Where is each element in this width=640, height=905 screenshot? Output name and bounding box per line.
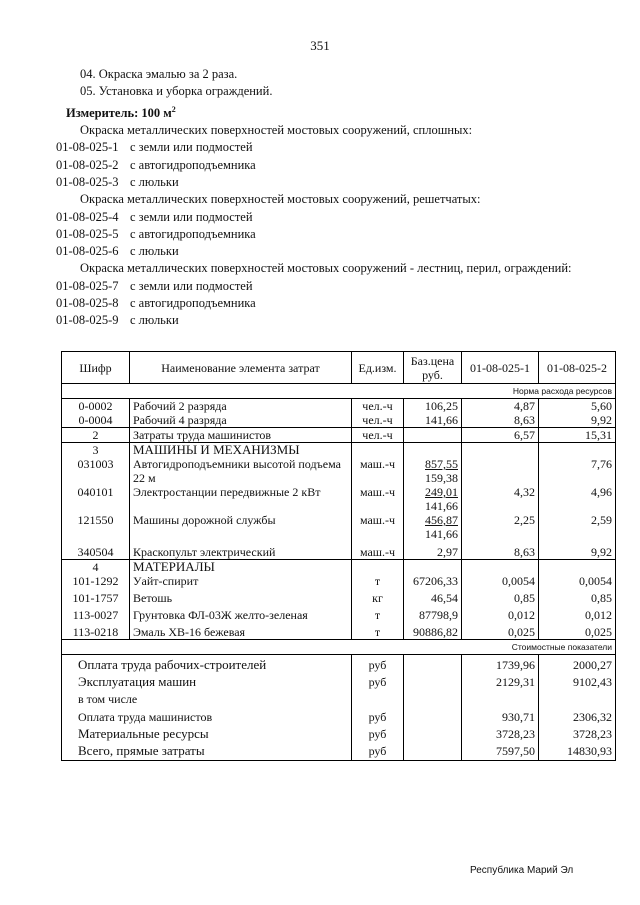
code-line: 01-08-025-5 с автогидроподъемника (56, 226, 256, 241)
footer-region: Республика Марий Эл (470, 865, 574, 876)
table-row: 340504 Краскопульт электрический маш.-ч 2,97 8,63 9,92 (62, 541, 616, 560)
table-row: 113-0218 Эмаль ХВ-16 бежевая т 90886,82 0,025 0,025 (62, 622, 616, 640)
table-row: 0-0004 Рабочий 4 разряда чел.-ч 141,66 8,63 9,92 (62, 413, 616, 428)
header-col2: 01-08-025-2 (539, 352, 616, 384)
section-row-materials: 4 МАТЕРИАЛЫ (62, 560, 616, 575)
cost-subheader: Стоимостные показатели (62, 640, 616, 655)
code-line: 01-08-025-1 с земли или подмостей (56, 140, 253, 155)
code-line: 01-08-025-4 с земли или подмостей (56, 209, 253, 224)
code-line: 01-08-025-9 с люльки (56, 313, 179, 328)
table-header-row (62, 352, 616, 384)
header-price: Баз.цена руб. (404, 352, 462, 384)
group-title: Окраска металлических поверхностей мостовых сооружений, сплошных: (80, 123, 473, 138)
header-name: Наименование элемента затрат (130, 352, 352, 384)
norm-subheader: Норма расхода ресурсов (62, 384, 616, 399)
page-number: 351 (310, 38, 330, 53)
code-line: 01-08-025-6 с люльки (56, 244, 179, 259)
header-code: Шифр (62, 352, 130, 384)
code-line: 01-08-025-3 с люльки (56, 174, 179, 189)
section-row-machines: 3 МАШИНЫ И МЕХАНИЗМЫ (62, 443, 616, 458)
table-row: 031003 Автогидроподъемники высотой подъема 22 м маш.-ч 857,55 159,38 7,76 (62, 457, 616, 485)
cost-row: в том числе (62, 689, 616, 706)
table-row: 101-1757 Ветошь кг 46,54 0,85 0,85 (62, 588, 616, 605)
table-row: 121550 Машины дорожной службы маш.-ч 456,87 141,66 2,25 2,59 (62, 513, 616, 541)
code-line: 01-08-025-7 с земли или подмостей (56, 278, 253, 293)
cost-row: Материальные ресурсы руб 3728,23 3728,23 (62, 724, 616, 741)
code-line: 01-08-025-2 с автогидроподъемника (56, 157, 256, 172)
group-title: Окраска металлических поверхностей мостовых сооружений - лестниц, перил, ограждений: (80, 261, 572, 276)
group-title: Окраска металлических поверхностей мостовых сооружений, решетчатых: (80, 192, 481, 207)
intro-item: 05. Установка и уборка ограждений. (80, 84, 273, 99)
table-row: 0-0002 Рабочий 2 разряда чел.-ч 106,25 4,87 5,60 (62, 399, 616, 414)
header-col1: 01-08-025-1 (462, 352, 539, 384)
table-row: 101-1292 Уайт-спирит т 67206,33 0,0054 0,0054 (62, 574, 616, 588)
code-line: 01-08-025-8 с автогидроподъемника (56, 296, 256, 311)
cost-row: Оплата труда машинистов руб 930,71 2306,32 (62, 706, 616, 724)
table-row: 040101 Электростанции передвижные 2 кВт маш.-ч 249,01 141,66 4,32 4,96 (62, 485, 616, 513)
table-row: 113-0027 Грунтовка ФЛ-03Ж желто-зеленая т 87798,9 0,012 0,012 (62, 605, 616, 622)
cost-row: Эксплуатация машин руб 2129,31 9102,43 (62, 672, 616, 689)
intro-block (56, 66, 626, 330)
measure-label: Измеритель: 100 $м^2$ (66, 104, 176, 120)
cost-row: Всего, прямые затраты руб 7597,50 14830,93 (62, 741, 616, 761)
intro-item: 04. Окраска эмалью за 2 раза. (80, 67, 238, 81)
header-unit: Ед.изм. (352, 352, 404, 384)
cost-row: Оплата труда рабочих-строителей руб 1739,96 2000,27 (62, 655, 616, 673)
resource-table (61, 351, 616, 761)
table-row: 2 Затраты труда машинистов чел.-ч 6,57 15,31 (62, 428, 616, 443)
